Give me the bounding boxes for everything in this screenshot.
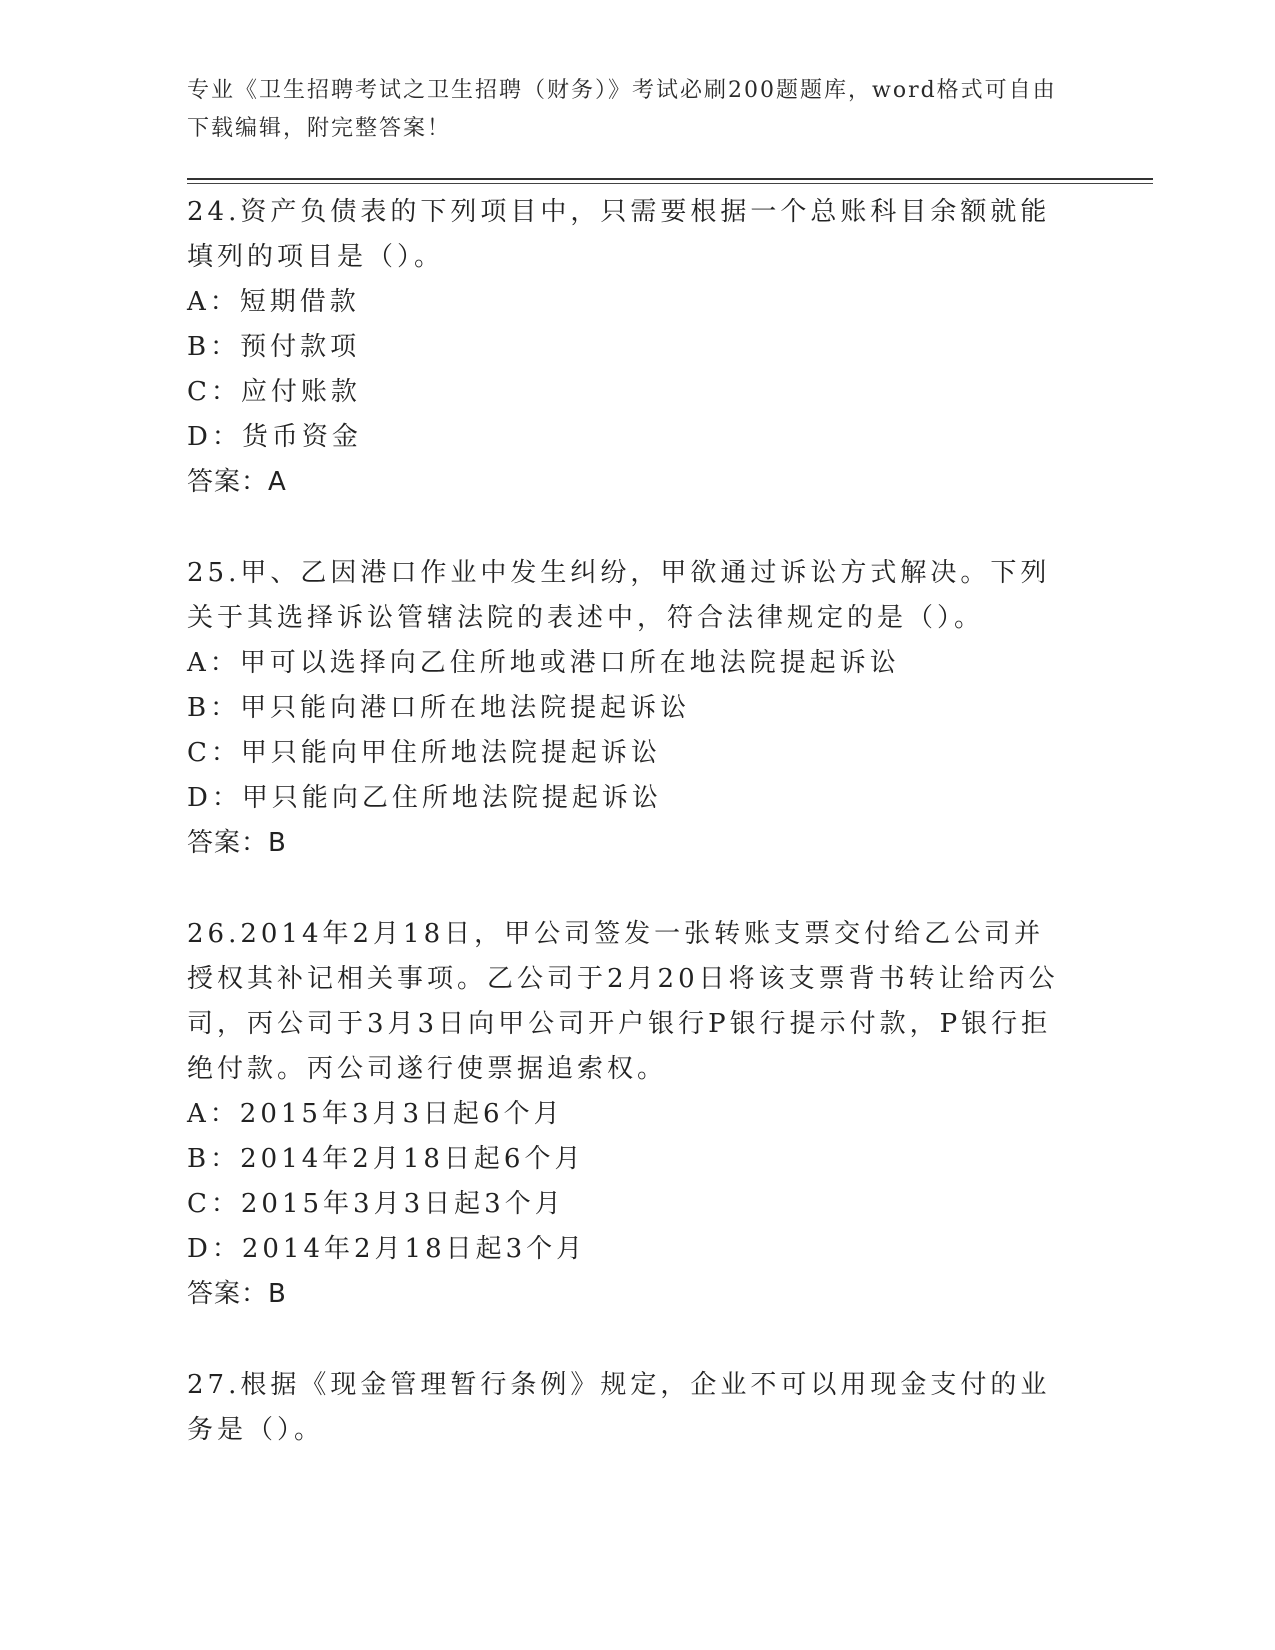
option-b: B：2014年2月18日起6个月 xyxy=(187,1144,585,1174)
question-27 xyxy=(187,1363,1067,1453)
option-c: C：2015年3月3日起3个月 xyxy=(187,1189,565,1219)
question-stem: 25.甲、乙因港口作业中发生纠纷，甲欲通过诉讼方式解决。下列关于其选择诉讼管辖法院的表述中，符合法律规定的是（）。 xyxy=(187,558,1051,633)
answer: 答案：B xyxy=(187,828,287,858)
question-stem: 26.2014年2月18日，甲公司签发一张转账支票交付给乙公司并授权其补记相关事项。乙公司于2月20日将该支票背书转让给丙公司，丙公司于3月3日向甲公司开户银行P银行提示付款，P银行拒绝付款。丙公司遂行使票据追索权。 xyxy=(187,919,1059,1084)
option-c: C：甲只能向甲住所地法院提起诉讼 xyxy=(187,738,661,768)
option-a: A：甲可以选择向乙住所地或港口所在地法院提起诉讼 xyxy=(187,648,900,678)
header-divider-thin xyxy=(187,183,1153,184)
option-a: A：2015年3月3日起6个月 xyxy=(187,1099,564,1129)
question-stem: 27.根据《现金管理暂行条例》规定，企业不可以用现金支付的业务是（）。 xyxy=(187,1370,1051,1445)
option-d: D：2014年2月18日起3个月 xyxy=(187,1234,587,1264)
question-25 xyxy=(187,551,1067,866)
header-divider xyxy=(187,178,1153,180)
answer: 答案：A xyxy=(187,467,287,497)
question-list xyxy=(187,190,1067,1499)
option-a: A：短期借款 xyxy=(187,287,360,317)
option-d: D：甲只能向乙住所地法院提起诉讼 xyxy=(187,783,662,813)
option-d: D：货币资金 xyxy=(187,422,362,452)
question-24 xyxy=(187,190,1067,505)
document-header: 专业《卫生招聘考试之卫生招聘（财务）》考试必刷200题题库，word格式可自由下载编辑，附完整答案！ xyxy=(187,78,1057,141)
answer: 答案：B xyxy=(187,1279,287,1309)
option-b: B：预付款项 xyxy=(187,332,361,362)
question-26 xyxy=(187,912,1067,1317)
option-b: B：甲只能向港口所在地法院提起诉讼 xyxy=(187,693,691,723)
question-stem: 24.资产负债表的下列项目中，只需要根据一个总账科目余额就能填列的项目是（）。 xyxy=(187,197,1051,272)
option-c: C：应付账款 xyxy=(187,377,361,407)
